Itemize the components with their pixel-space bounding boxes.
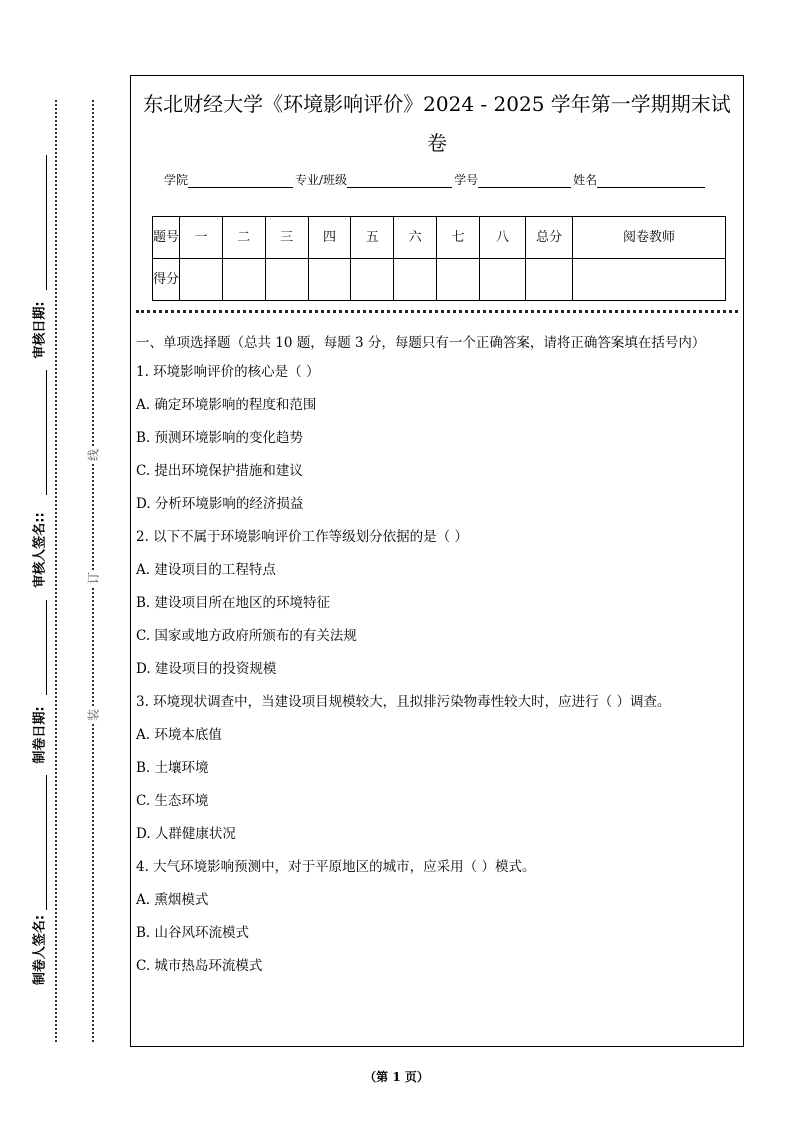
answer-option: C. 国家或地方政府所颁布的有关法规	[136, 628, 357, 644]
answer-option: D. 建设项目的投资规模	[136, 661, 277, 677]
question-stem: 1. 环境影响评价的核心是（ ）	[136, 364, 320, 380]
answer-option: D. 人群健康状况	[136, 826, 236, 842]
section-heading: 一、单项选择题（总共 10 题，每题 3 分，每题只有一个正确答案，请将正确答案填在括号内）	[136, 335, 706, 351]
question-section	[136, 331, 737, 983]
score-cell[interactable]	[526, 259, 573, 301]
score-row	[153, 259, 726, 301]
score-cell[interactable]	[308, 259, 351, 301]
reviewer-signature-label: 审核人签名::	[32, 512, 48, 588]
score-cell[interactable]	[222, 259, 265, 301]
col-header: 五	[351, 217, 394, 259]
row-label: 得分	[153, 259, 180, 301]
preparer-signature-label: 制卷人签名:	[32, 914, 48, 986]
prepare-date-label: 制卷日期:	[32, 706, 48, 764]
answer-option: A. 确定环境影响的程度和范围	[136, 397, 317, 413]
exam-frame	[130, 75, 744, 1047]
signature-line	[46, 155, 47, 290]
cut-mark-xian: 线	[86, 448, 101, 462]
college-field[interactable]	[188, 175, 293, 188]
review-date-label: 审核日期:	[32, 301, 48, 359]
col-header: 一	[180, 217, 223, 259]
score-cell[interactable]	[573, 259, 726, 301]
col-header: 六	[394, 217, 437, 259]
score-cell[interactable]	[180, 259, 223, 301]
score-cell[interactable]	[480, 259, 526, 301]
exam-title: 东北财经大学《环境影响评价》2024 - 2025 学年第一学期期末试	[143, 92, 731, 116]
col-header: 阅卷教师	[573, 217, 726, 259]
col-header: 三	[265, 217, 308, 259]
score-cell[interactable]	[437, 259, 480, 301]
col-header: 二	[222, 217, 265, 259]
college-label: 学院	[164, 173, 189, 187]
answer-option: B. 土壤环境	[136, 760, 209, 776]
score-table	[152, 216, 726, 301]
cut-mark-ding: 订	[86, 571, 101, 585]
col-header: 七	[437, 217, 480, 259]
major-label: 专业/班级	[295, 173, 348, 187]
signature-line	[46, 600, 47, 695]
question-number-row	[153, 217, 726, 259]
answer-option: C. 提出环境保护措施和建议	[136, 463, 303, 479]
score-cell[interactable]	[394, 259, 437, 301]
col-header: 八	[480, 217, 526, 259]
answer-option: B. 预测环境影响的变化趋势	[136, 430, 304, 446]
answer-option: A. 环境本底值	[136, 727, 222, 743]
signature-line	[46, 370, 47, 495]
binding-dotted-line-outer	[55, 100, 57, 1042]
student-id-field[interactable]	[478, 175, 571, 188]
exam-title-cont: 卷	[427, 131, 447, 155]
header-dotted-divider	[136, 310, 738, 313]
question-stem: 2. 以下不属于环境影响评价工作等级划分依据的是（ ）	[136, 529, 468, 545]
col-header: 总分	[526, 217, 573, 259]
cut-mark-zhuang: 装	[86, 708, 101, 722]
row-label: 题号	[153, 217, 180, 259]
score-cell[interactable]	[265, 259, 308, 301]
col-header: 四	[308, 217, 351, 259]
score-cell[interactable]	[351, 259, 394, 301]
answer-option: B. 建设项目所在地区的环境特征	[136, 595, 331, 611]
answer-option: C. 生态环境	[136, 793, 209, 809]
major-field[interactable]	[347, 175, 452, 188]
student-id-label: 学号	[454, 173, 479, 187]
answer-option: D. 分析环境影响的经济损益	[136, 496, 304, 512]
question-stem: 3. 环境现状调查中，当建设项目规模较大，且拟排污染物毒性较大时，应进行（ ）调查。	[136, 694, 671, 710]
answer-option: A. 建设项目的工程特点	[136, 562, 276, 578]
answer-option: C. 城市热岛环流模式	[136, 958, 263, 974]
name-label: 姓名	[573, 173, 598, 187]
page-number: （第 1 页）	[364, 1070, 429, 1084]
student-info	[164, 171, 707, 188]
question-stem: 4. 大气环境影响预测中，对于平原地区的城市，应采用（ ）模式。	[136, 859, 536, 875]
name-field[interactable]	[597, 175, 705, 188]
answer-option: A. 熏烟模式	[136, 892, 209, 908]
answer-option: B. 山谷风环流模式	[136, 925, 250, 941]
signature-line	[46, 775, 47, 910]
